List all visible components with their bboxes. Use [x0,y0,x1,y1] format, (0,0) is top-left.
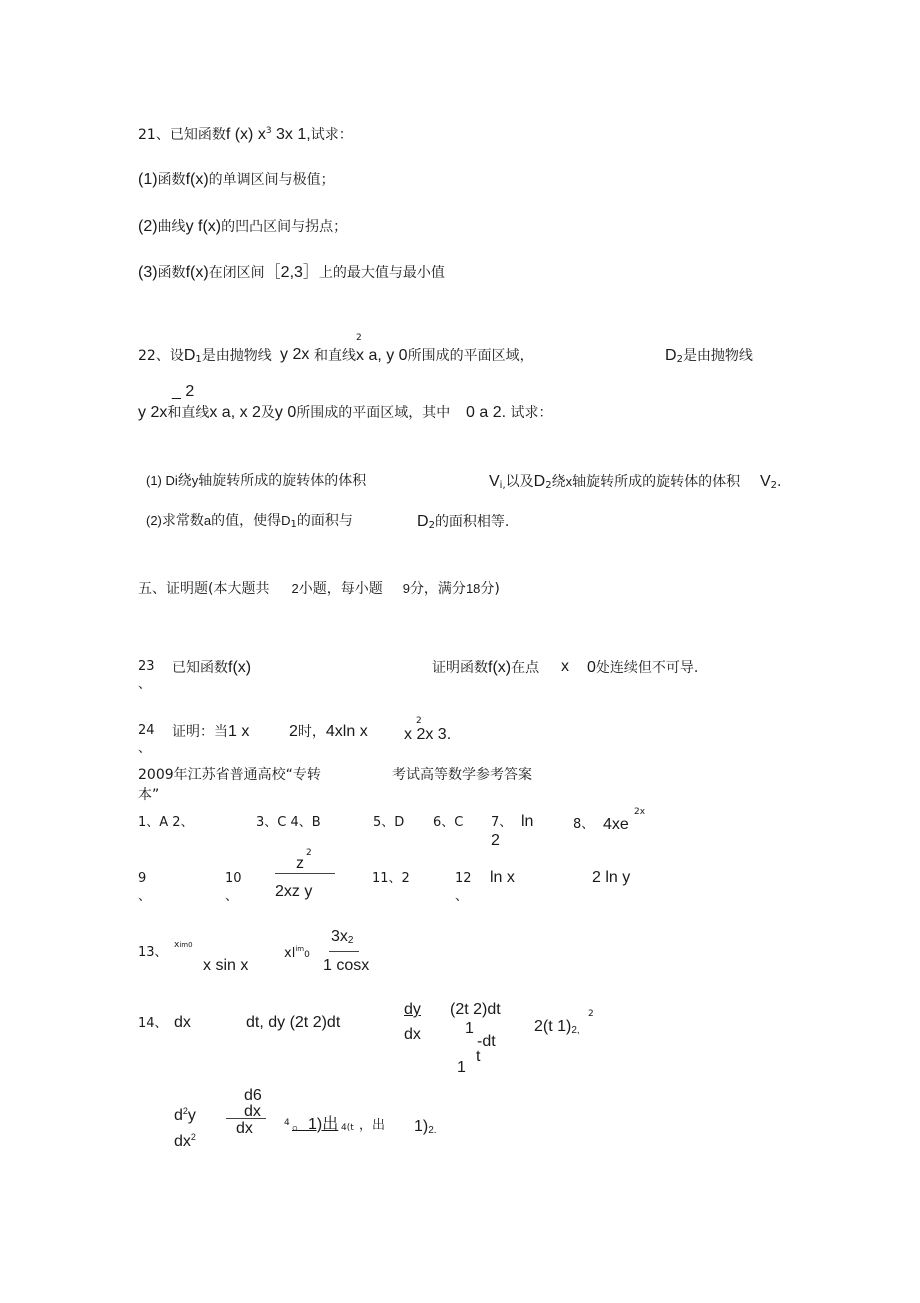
q22-line-2-b: 0 a 2. 试求： [466,404,553,421]
answer-3-4: 3、C 4、B [256,815,321,830]
q21-title [138,127,353,143]
answer-10-denominator: 2xz y [275,883,313,900]
answer-14-t: t [476,1048,481,1065]
answer-14-result-exponent: 2 [588,1009,594,1019]
q22-line-1: 22、设$D_1$是由抛物线 [138,347,272,365]
answer-12-lny: 2 ln y [592,869,631,886]
answer-14-inner-dx: dx [244,1103,261,1120]
q24-statement: 证明：当1 x [172,723,250,740]
q22-superscript: 2 [356,333,362,343]
answer-14-dx-denominator: dx [404,1026,421,1043]
answer-11: 11、2 [372,871,410,886]
answer-12-lnx: ln x [490,869,515,886]
answer-14-second-derivative: $d^2y$ [174,1106,196,1124]
q22-line-2: y 2x和直线x a, x 2及y 0所围成的平面区域，其中 [138,404,451,421]
q24-range: 2时，4xln x [289,723,368,740]
answers-title-cont: 本” [138,787,160,803]
answer-6: 6、C [433,815,464,830]
answer-14-label: 14、 [138,1016,168,1031]
q21-item-3: (3)函数f(x)在闭区间［2,3］上的最大值与最小值 [138,264,445,281]
answer-14-final: $1)_{2.}$ [414,1118,437,1136]
answer-14-fraction-bar [226,1118,266,1119]
answer-14-expr-small: 4(t [341,1123,354,1133]
q22-part-1: (1) Di绕y轴旋转所成的旋转体的体积 [146,473,367,489]
q22-line-1-b: 和直线x a, y 0所围成的平面区域， [314,347,534,364]
answer-10-fraction-bar [275,873,335,874]
answer-13-numerator: $3x_2$ [331,928,354,946]
q21-suffix: 试求： [310,127,353,143]
answer-8-label: 8、 [573,817,595,832]
q22-part-1-c: $V_2$. [760,473,782,491]
answer-8-exponent: 2x [634,807,646,817]
answer-12-mark: 、 [455,889,469,904]
answer-8-value: 4xe [603,816,629,833]
answer-9-mark: 、 [138,889,152,904]
answer-7-ln: ln [521,813,534,830]
answer-1-2: 1、A 2、 [138,815,194,830]
answers-title-suffix: 考试高等数学参考答案 [392,767,532,783]
answer-14-one: 1 [465,1020,474,1037]
q22-line-1-c: $D_2$是由抛物线 [665,347,753,365]
answer-13-fraction-bar [329,951,359,952]
q22-part-2: (2)求常数a的值，使得$D_1$的面积与 [146,513,353,530]
answer-14-one-b: 1 [457,1059,466,1076]
answer-13-xsinx: x sin x [203,957,249,974]
answer-14-negdt: -dt [477,1033,496,1050]
answer-13-limit-b: $xl^{im}0$ [284,945,310,961]
q24-number: 24 [138,723,155,738]
section-5-heading: 五、证明题(本大题共 2小题，每小题 9分，满分18分) [138,581,500,597]
q21-function: f (x) x [225,126,266,143]
answer-13-limit-a: xim0 [174,940,193,950]
answer-14-outer-dx: dx [236,1120,253,1137]
answer-7-denominator: 2 [491,832,500,849]
q21-exponent: 3 [265,126,272,136]
q23-point: 0处连续但不可导. [587,659,699,676]
answer-10-mark: 、 [225,889,239,904]
q22-part-1-b: $V_{i,}$以及$D_2$绕x轴旋转所成的旋转体的体积 [489,473,741,491]
q23-statement: 已知函数f(x) [172,659,252,676]
answer-10-numerator-exponent: 2 [306,848,312,858]
answer-14-coef: 4 [284,1118,290,1128]
answer-10-numerator: z [296,855,304,872]
answer-14-expr: 。1)出 [292,1116,339,1133]
answer-14-dt-dy: dt, dy (2t 2)dt [246,1014,341,1031]
q22-overline: _ 2 [172,383,195,400]
q23-number-mark: 、 [138,677,152,692]
answer-13-denominator: 1 cosx [323,957,370,974]
answer-10-label: 10 [225,871,242,886]
answer-5: 5、D [373,815,405,830]
q23-proof-target: 证明函数f(x)在点 [432,659,540,676]
answer-14-numerator: (2t 2)dt [450,1001,501,1018]
answer-14-dx: dx [174,1014,191,1031]
answer-14-result: 2(t $1)_{2,}$ [534,1018,580,1036]
q23-x: x [561,658,569,675]
answer-14-expr-tail: ，出 [359,1118,386,1133]
answer-13-label: 13、 [138,945,168,960]
q24-inequality: x 2x 3. [404,726,452,743]
q21-item-1: (1)函数f(x)的单调区间与极值； [138,171,335,188]
q22-parabola-1: y 2x [280,346,310,363]
answers-title: 2009年江苏省普通高校“专转 [138,767,321,783]
q21-number: 21、已知函数 [138,127,226,143]
answer-14-dy: dy [404,1001,421,1018]
answer-7-label: 7、 [491,815,513,830]
q24-number-mark: 、 [138,741,152,756]
q24-superscript: 2 [416,716,422,726]
answer-9-label: 9 [138,871,147,886]
q21-function-rest: 3x 1, [271,126,311,143]
q22-part-2-b: $D_2$的面积相等. [417,513,510,531]
answer-14-d6: d6 [244,1087,262,1104]
q23-number: 23 [138,659,155,674]
answer-14-second-derivative-den: $dx^2$ [174,1132,196,1150]
answer-12-label: 12 [455,871,472,886]
q21-item-2: (2)曲线y f(x)的凹凸区间与拐点； [138,218,348,235]
